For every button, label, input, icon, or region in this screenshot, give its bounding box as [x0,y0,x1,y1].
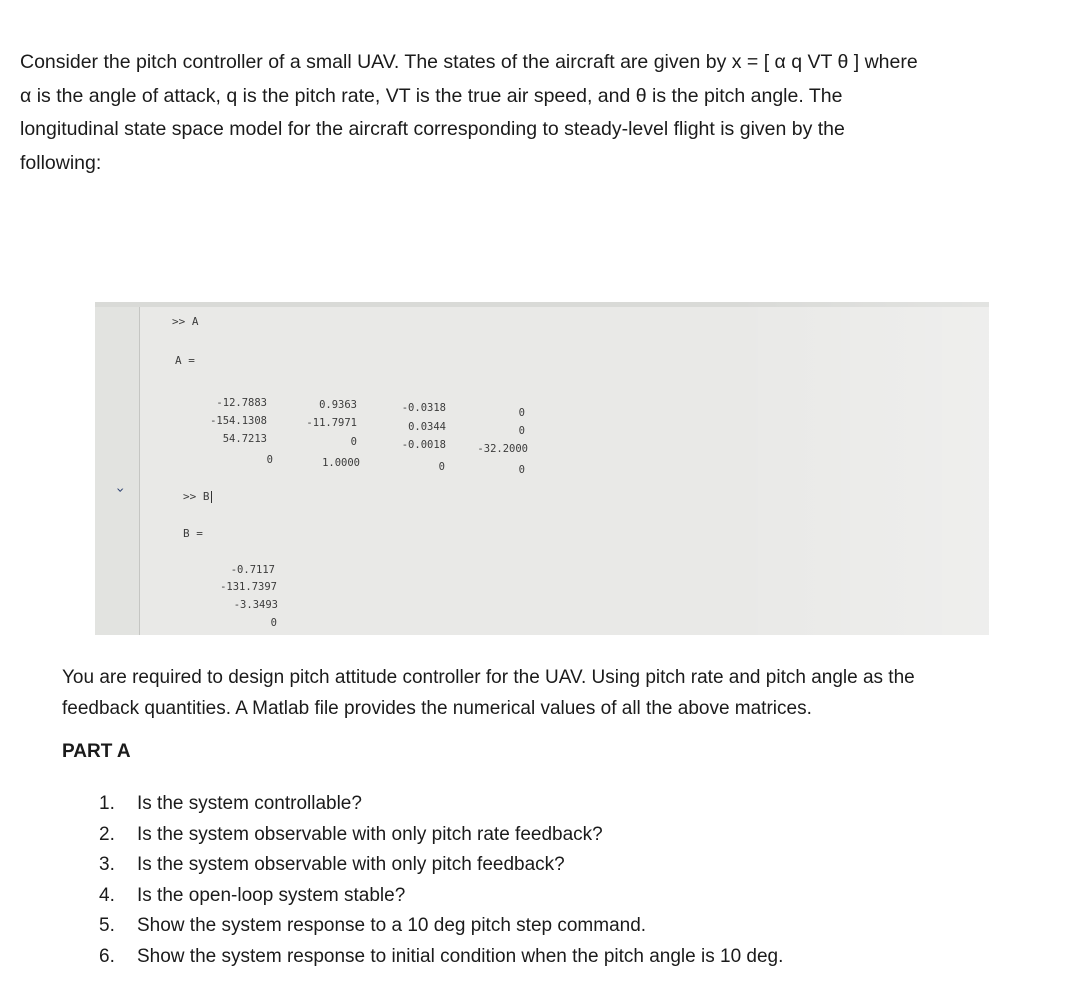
matrix-a-cell: 0 [518,425,525,437]
matrix-a-cell: 0.9363 [319,399,357,411]
item-number: 2. [99,823,115,845]
part-heading: PART A [62,741,131,762]
matrix-b-cell: -3.3493 [233,599,278,611]
paragraph-line: feedback quantities. A Matlab file provides the numerical values of all the above matrices. [62,698,812,719]
matrix-b-cell: -0.7117 [230,564,275,576]
intro-line: α is the angle of attack, q is the pitch rate, VT is the true air speed, and θ is the pitch angle. The [20,84,843,107]
label-b: B = [183,527,203,540]
matrix-a-cell: 0 [266,454,273,466]
side-gutter [95,307,140,635]
matrix-a-cell: -0.0318 [401,402,446,414]
item-number: 4. [99,884,115,906]
intro-line: longitudinal state space model for the aircraft corresponding to steady-level flight is given by the [20,118,845,140]
item-text: Is the open-loop system stable? [137,884,406,906]
item-text: Show the system response to a 10 deg pitch step command. [137,915,647,937]
intro-line: Consider the pitch controller of a small UAV. The states of the aircraft are given by x = [ α q VT θ ] where [20,51,918,73]
item-text: Is the system observable with only pitch feedback? [137,854,565,876]
text-cursor [211,491,212,503]
matrix-a-cell: 0 [518,464,525,476]
matrix-a-cell: 0.0344 [408,421,446,433]
command-b-text: >> B [183,490,210,503]
item-number: 1. [99,793,115,814]
matrix-a-cell: 1.0000 [322,457,360,469]
chevron-right-icon[interactable]: › [111,487,128,493]
label-a: A = [175,354,195,367]
item-number: 6. [99,945,115,967]
matrix-b-cell: 0 [270,617,277,629]
matrix-a-cell: -12.7883 [216,397,267,409]
matrix-b-cell: -131.7397 [220,581,277,593]
paragraph-line: You are required to design pitch attitude controller for the UAV. Using pitch rate and pitch angle as the [62,667,915,688]
intro-line: following: [20,151,102,174]
command-b [183,490,212,503]
item-number: 5. [99,915,115,937]
task-paragraph [62,662,1062,724]
intro-text [20,46,1080,180]
matrix-a-cell: 54.7213 [222,433,267,445]
item-text: Is the system controllable? [137,793,362,814]
item-text: Is the system observable with only pitch rate feedback? [137,823,603,845]
matlab-screenshot [95,302,989,635]
matrix-a-cell: 0 [350,436,357,448]
item-number: 3. [99,854,115,876]
command-a: >> A [172,315,199,328]
matrix-a-cell: 0 [518,407,525,419]
matrix-a-cell: -0.0018 [401,439,446,451]
matrix-a-cell: 0 [438,461,445,473]
matrix-a-cell: -154.1308 [210,415,267,427]
matrix-a-cell: -11.7971 [306,417,357,429]
item-text: Show the system response to initial condition when the pitch angle is 10 deg. [137,945,784,967]
matrix-a-cell: -32.2000 [477,443,528,455]
screen-glare [735,302,989,635]
